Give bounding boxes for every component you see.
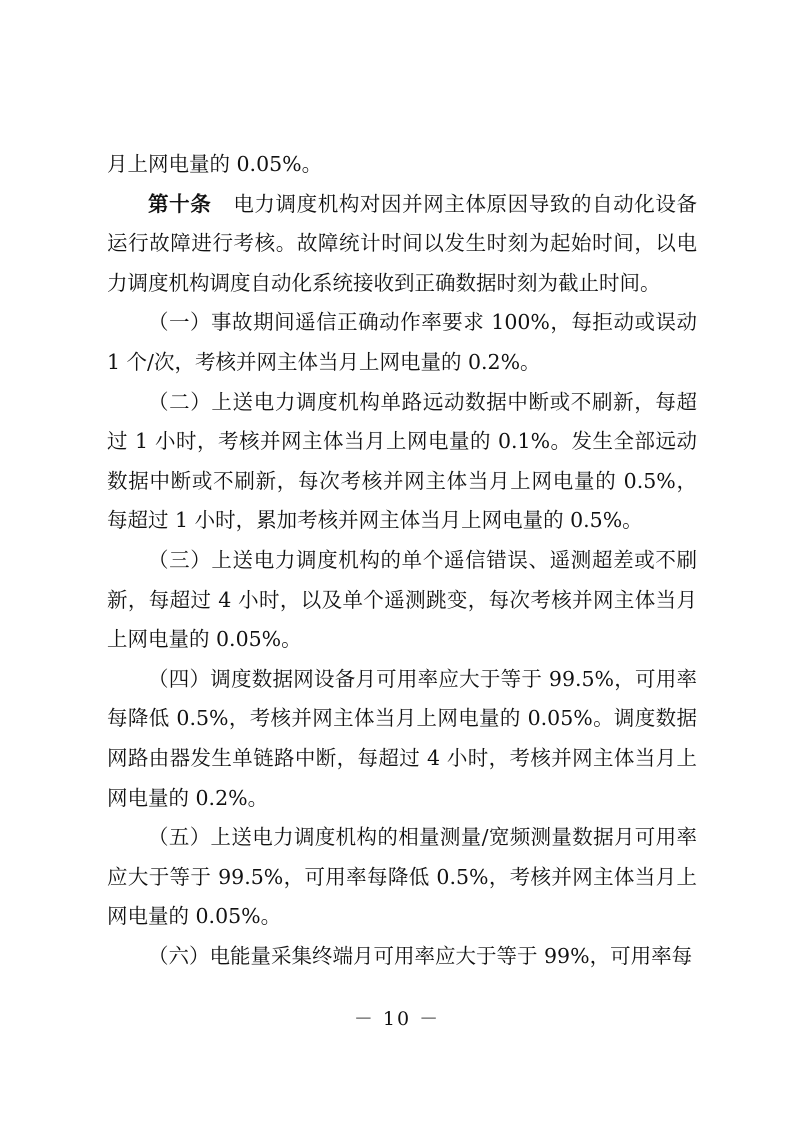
page-number: － 10 － [353, 1008, 441, 1030]
paragraph-item-1 [107, 303, 697, 382]
paragraph-item-2 [107, 383, 697, 541]
article-heading: 第十条 [148, 191, 212, 216]
paragraph-text: （四）调度数据网设备月可用率应大于等于 99.5%，可用率每降低 0.5%，考核并网主体当月上网电量的 0.05%。调度数据网路由器发生单链路中断，每超过 4 小时，考核并网主体当月上网电量的 0.2%。 [107, 666, 697, 810]
paragraph-text: （三）上送电力调度机构的单个遥信错误、遥测超差或不刷新，每超过 4 小时，以及单个遥测跳变，每次考核并网主体当月上网电量的 0.05%。 [107, 547, 697, 652]
paragraph-item-3 [107, 541, 697, 660]
paragraph-text: （二）上送电力调度机构单路远动数据中断或不刷新，每超过 1 小时，考核并网主体当月上网电量的 0.1%。发生全部远动数据中断或不刷新，每次考核并网主体当月上网电量的 0.5%，每超过 1 小时，累加考核并网主体当月上网电量的 0.5%。 [107, 389, 697, 533]
paragraph-continuation [107, 145, 697, 185]
document-body [107, 145, 697, 976]
paragraph-article-10 [107, 185, 697, 304]
paragraph-item-4 [107, 660, 697, 818]
paragraph-text: （五）上送电力调度机构的相量测量/宽频测量数据月可用率应大于等于 99.5%，可用率每降低 0.5%，考核并网主体当月上网电量的 0.05%。 [107, 825, 697, 929]
paragraph-text: （六）电能量采集终端月可用率应大于等于 99%，可用率每 [148, 943, 693, 968]
paragraph-text: （一）事故期间遥信正确动作率要求 100%，每拒动或误动 1 个/次，考核并网主体当月上网电量的 0.2%。 [107, 310, 697, 374]
paragraph-item-5 [107, 818, 697, 937]
paragraph-text: 电力调度机构对因并网主体原因导致的自动化设备运行故障进行考核。故障统计时间以发生时刻为起始时间，以电力调度机构调度自动化系统接收到正确数据时刻为截止时间。 [107, 191, 697, 295]
paragraph-item-6 [107, 937, 697, 977]
paragraph-text: 月上网电量的 0.05%。 [107, 152, 323, 176]
